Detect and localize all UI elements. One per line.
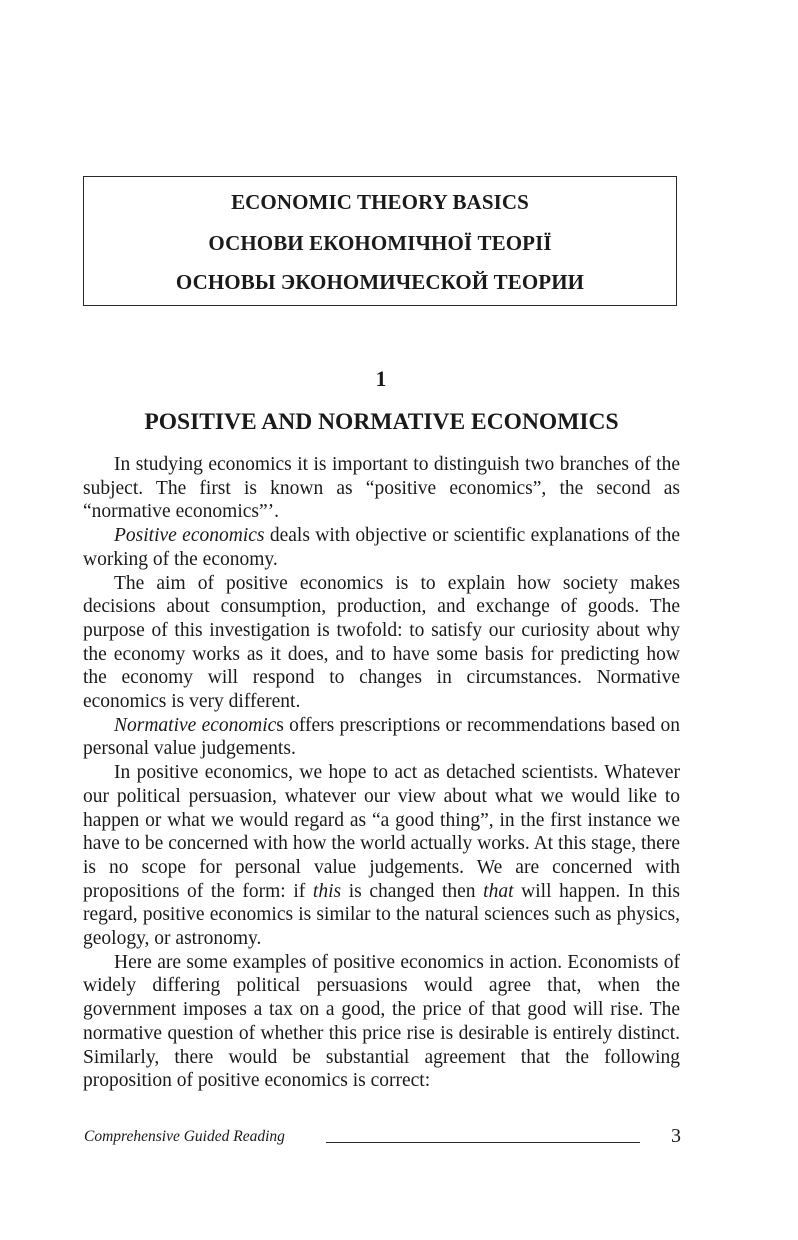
paragraph-3 xyxy=(83,572,680,714)
section-title-box xyxy=(83,176,677,306)
paragraph-1-text: In studying economics it is important to distinguish two branches of the subject. The first is known as “positive economics”, the second as “normative economics”’. xyxy=(83,454,680,523)
emphasis-that: that xyxy=(483,880,514,902)
paragraph-2 xyxy=(83,524,680,571)
footer-label: Comprehensive Guided Reading xyxy=(84,1128,285,1145)
page-footer xyxy=(83,1124,681,1152)
paragraph-2-text: deals with objective or scientific explanations of the working of the economy. xyxy=(83,525,680,570)
paragraph-4-text: s offers prescriptions or recommendations based on personal value judgements. xyxy=(83,714,680,760)
paragraph-3-text: The aim of positive economics is to explain how society makes decisions about consumption, production, and exchange of goods. The purpose of this investigation is twofold: to satisfy our curiosity about why the economy works as it does, and to have some basis for predicting how the economy will respond to changes in circumstances. Normative economics is very different. xyxy=(83,572,680,713)
section-title-english: ECONOMIC THEORY BASICS xyxy=(231,190,529,214)
paragraph-5-text-b: is changed then xyxy=(341,880,484,902)
paragraph-5-text-a: In positive economics, we hope to act as detached scientists. Whatever our political persuasion, whatever our view about what we would like to happen or what we would regard as “a good thing”, in the first instance we have to be concerned with how the world actually works. At this stage, there is no scope for personal value judgements. We are concerned with propositions of the form: if xyxy=(83,762,680,902)
page-number: 3 xyxy=(671,1125,681,1147)
paragraph-4 xyxy=(83,714,680,761)
paragraph-6 xyxy=(83,951,680,1093)
paragraph-6-text: Here are some examples of positive economics in action. Economists of widely differing political persuasions would agree that, when the government imposes a tax on a good, the price of that good will rise. The normative question of whether this price rise is desirable is entirely distinct. Similarly, there would be substantial agreement that the following proposition of positive economics is correct: xyxy=(83,951,680,1092)
footer-rule xyxy=(326,1142,640,1143)
chapter-number: 1 xyxy=(375,366,387,391)
chapter-title: POSITIVE AND NORMATIVE ECONOMICS xyxy=(144,409,619,435)
positive-economics-term: Positive economics xyxy=(114,525,265,547)
section-title-russian: ОСНОВЫ ЭКОНОМИЧЕСКОЙ ТЕОРИИ xyxy=(175,270,585,294)
emphasis-this: this xyxy=(312,880,342,902)
paragraph-1 xyxy=(83,453,680,524)
paragraph-5 xyxy=(83,761,680,951)
paragraph-5-text-c: will happen. In this regard, positive economics is similar to the natural sciences such as physics, geology, or astronomy. xyxy=(83,880,680,950)
body-text xyxy=(83,453,680,1093)
normative-economics-term: Normative economic xyxy=(114,714,277,736)
section-title-ukrainian: ОСНОВИ ЕКОНОМІЧНОЇ ТЕОРІЇ xyxy=(208,231,552,255)
